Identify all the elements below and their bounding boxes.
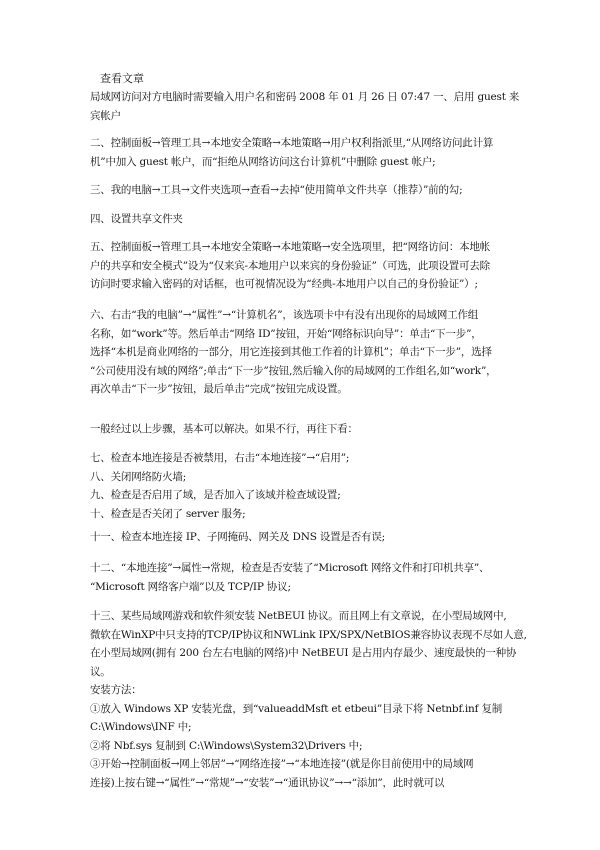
- text-line: 在小型局域网(拥有 200 台左右电脑的网络)中 NetBEUI 是占用内存最少、速度最快的一种协: [90, 647, 517, 659]
- text-line: ②将 Nbf.sys 复制到 C:\Windows\System32\Drivers 中;: [90, 739, 363, 752]
- text-line: ①放入 Windows XP 安装光盘，到“valueaddMsft et etbeui”目录下将 Netnbf.inf 复制: [90, 702, 503, 715]
- paragraph-3: [90, 181, 520, 200]
- text-line: 选择“本机是商业网络的一部分，用它连接到其他工作着的计算机”；单击“下一步”，选择: [90, 346, 492, 358]
- text-line: 八、关闭网络防火墙;: [90, 470, 187, 483]
- paragraph-11: [90, 528, 520, 547]
- text-line: 宾帐户: [90, 109, 121, 122]
- text-line: 十三、某些局域网游戏和软件须安装 NetBEUI 协议。而且网上有文章说，在小型局域网中,: [90, 610, 507, 622]
- text-line: 一般经过以上步骤，基本可以解决。如果不行，再往下看：: [90, 423, 358, 435]
- text-line: 七、检查本地连接是否被禁用，右击“本地连接”→“启用”;: [90, 452, 350, 464]
- text-line: 九、检查是否启用了域，是否加入了该域并检查域设置;: [90, 489, 341, 501]
- text-line: 微软在WinXP中只支持的TCP/IP协议和NWLink IPX/SPX/NetBIOS兼容协议表现不尽如人意,: [90, 628, 527, 641]
- text-line: ③开始→控制面板→网上邻居”→“网络连接”→“本地连接”(就是你目前使用中的局域网: [90, 758, 474, 770]
- text-line: 户的共享和安全模式”设为“仅来宾-本地用户以来宾的身份验证”（可选，此项设置可去除: [90, 259, 490, 272]
- paragraph-intro: [90, 420, 520, 439]
- paragraph-2: [90, 134, 520, 171]
- text-line: 局域网访问对方电脑时需要输入用户名和密码 2008 年 01 月 26 日 07:47 一、启用 guest 来: [90, 91, 520, 103]
- paragraph-7-10: [90, 449, 520, 523]
- header-paragraph: [90, 88, 520, 125]
- text-line: 再次单击“下一步”按钮，最后单击“完成”按钮完成设置。: [90, 383, 348, 395]
- text-line: C:\Windows\INF 中;: [90, 721, 192, 733]
- text-line: 三、我的电脑→工具→文件夹选项→查看→去掉“使用简单文件共享（推荐）”前的勾;: [90, 184, 463, 196]
- text-line: 安装方法：: [90, 684, 142, 696]
- text-line: 六、右击“我的电脑”→“属性”→“计算机名”，该选项卡中有没有出现你的局域网工作组: [90, 309, 479, 321]
- text-line: “Microsoft 网络客户端”以及 TCP/IP 协议;: [90, 580, 291, 593]
- text-line: “公司使用没有域的网络”;单击“下一步”按钮,然后输入你的局域网的工作组名,如“work”，: [90, 364, 497, 377]
- text-line: 访问时要求输入密码的对话框，也可视情况设为“经典-本地用户以自己的身份验证”）;: [90, 278, 478, 290]
- paragraph-13: [90, 607, 527, 792]
- text-line: 五、控制面板→管理工具→本地安全策略→本地策略→安全选项里，把“网络访问：本地帐: [90, 241, 491, 253]
- paragraph-4: [90, 210, 520, 229]
- text-line: 议。: [90, 665, 111, 678]
- text-line: 二、控制面板→管理工具→本地安全策略→本地策略→用户权利指派里,“从网络访问此计算: [90, 137, 494, 149]
- text-line: 连接)上按右键→“属性”→“常规”→“安装”→“通讯协议”→→“添加”，此时就可以: [90, 776, 445, 789]
- text-line: 四、设置共享文件夹: [90, 213, 183, 225]
- text-line: 机”中加入 guest 帐户，而“拒绝从网络访问这台计算机”中删除 guest 帐户;: [90, 155, 436, 168]
- text-line: 十二、“本地连接”→属性→常规，检查是否安装了“Microsoft 网络文件和打印机共享”、: [90, 562, 490, 574]
- text-line: 十、检查是否关闭了 server 服务;: [90, 507, 246, 520]
- paragraph-6: [90, 306, 520, 399]
- text-line: 十一、检查本地连接 IP、子网掩码、网关及 DNS 设置是否有误;: [90, 531, 385, 543]
- page-title: 查看文章: [100, 72, 144, 85]
- paragraph-5: [90, 238, 520, 294]
- paragraph-12: [90, 559, 520, 596]
- text-line: 名称，如“work”等。然后单击“网络 ID”按钮，开始“网络标识向导”：单击“下一步”，: [90, 327, 482, 340]
